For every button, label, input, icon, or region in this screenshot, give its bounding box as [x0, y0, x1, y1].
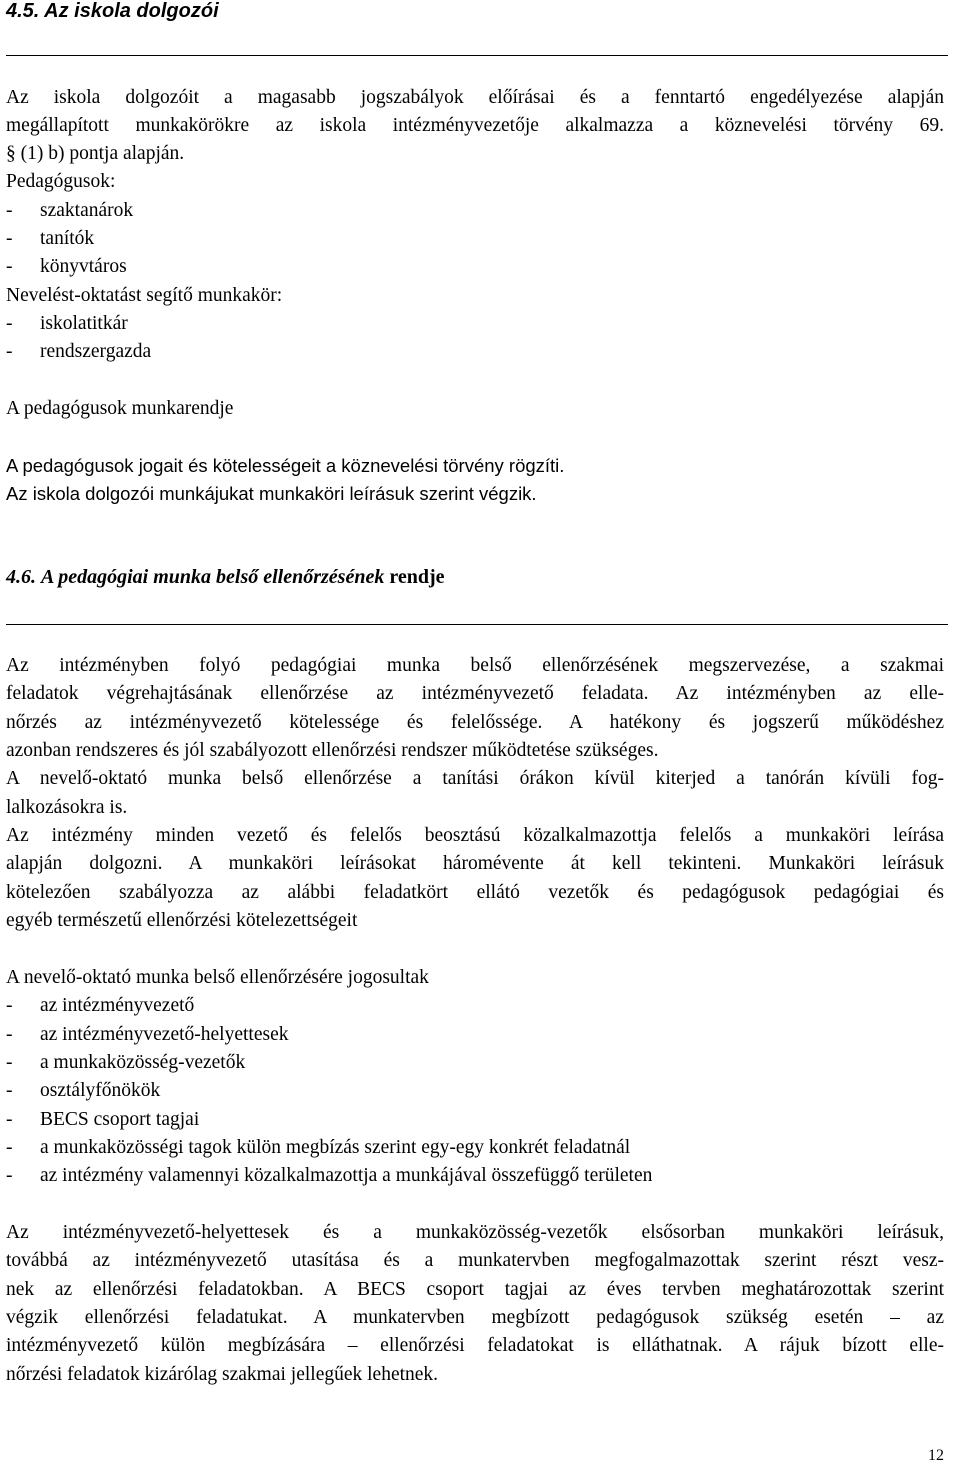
list-item: - könyvtáros: [6, 256, 127, 277]
heading-number: 4.6.: [6, 566, 36, 588]
paragraph-line: nőrzési feladatok kizárólag szakmai jellegűek lehetnek.: [6, 1364, 439, 1385]
paragraph-line: továbbá az intézményvezető utasítása és a munkatervben megfogalmazottak szerint részt vesz-: [6, 1250, 944, 1271]
paragraph-line: Az intézményben folyó pedagógiai munka belső ellenőrzésének megszervezése, a szakmai: [6, 655, 944, 676]
list-item: - tanítók: [6, 228, 95, 249]
paragraph-line: intézményvezető külön megbízására – ellenőrzési feladatokat is elláthatnak. A rájuk bízott elle-: [6, 1335, 944, 1356]
list-item: - a munkaközösségi tagok külön megbízás szerint egy-egy konkrét feladatnál: [6, 1137, 631, 1158]
section-heading-4-5: 4.5. Az iskola dolgozói: [6, 0, 219, 22]
intro-line: § (1) b) pontja alapján.: [6, 143, 185, 164]
paragraph-line: feladatok végrehajtásának ellenőrzése az intézményvezető feladata. Az intézményben az elle-: [6, 683, 944, 704]
list-item: - iskolatitkár: [6, 313, 128, 334]
heading-title-italic: A pedagógiai munka belső ellenőrzésének: [41, 566, 385, 588]
list-item: - rendszergazda: [6, 341, 152, 362]
paragraph-line: nek az ellenőrzési feladatokban. A BECS csoport tagjai az éves tervben meghatározottak szerint: [6, 1279, 944, 1300]
intro-line: Az iskola dolgozóit a magasabb jogszabályok előírásai és a fenntartó engedélyezése alapján: [6, 87, 944, 108]
authorized-label: A nevelő-oktató munka belső ellenőrzésére jogosultak: [6, 967, 429, 988]
paragraph-line: kötelezően szabályozza az alábbi feladatkört ellátó vezetők és pedagógusok pedagógiai és: [6, 882, 944, 903]
work-order-line: Az iskola dolgozói munkájukat munkaköri leírásuk szerint végzik.: [6, 483, 537, 504]
support-label: Nevelést-oktatást segítő munkakör:: [6, 285, 283, 306]
page-number: 12: [928, 1447, 944, 1464]
work-order-title: A pedagógusok munkarendje: [6, 398, 234, 419]
paragraph-line: egyéb természetű ellenőrzési kötelezettségeit: [6, 910, 358, 931]
paragraph-line: végzik ellenőrzési feladatukat. A munkatervben megbízott pedagógusok szükség esetén – az: [6, 1307, 944, 1328]
paragraph-line: azonban rendszeres és jól szabályozott ellenőrzési rendszer működtetése szükséges.: [6, 740, 659, 761]
paragraph-line: lalkozásokra is.: [6, 797, 128, 818]
paragraph-line: Az intézmény minden vezető és felelős beosztású közalkalmazottja felelős a munkaköri leírása: [6, 825, 944, 846]
intro-line: megállapított munkakörökre az iskola intézményvezetője alkalmazza a köznevelési törvény 69.: [6, 115, 944, 136]
paragraph-line: A nevelő-oktató munka belső ellenőrzése a tanítási órákon kívül kiterjed a tanórán kívüli fog-: [6, 768, 944, 789]
section-heading-4-6: [6, 566, 445, 589]
teachers-label: Pedagógusok:: [6, 171, 116, 192]
list-item: - szaktanárok: [6, 200, 134, 221]
heading-title-tail: rendje: [389, 566, 445, 588]
heading-underline: [6, 624, 948, 625]
list-item: - osztályfőnökök: [6, 1080, 161, 1101]
list-item: - BECS csoport tagjai: [6, 1109, 200, 1130]
list-item: - a munkaközösség-vezetők: [6, 1052, 246, 1073]
heading-underline: [6, 55, 948, 56]
list-item: - az intézmény valamennyi közalkalmazottja a munkájával összefüggő területen: [6, 1165, 653, 1186]
paragraph-line: nőrzés az intézményvezető kötelessége és felelőssége. A hatékony és jogszerű működéshez: [6, 712, 944, 733]
list-item: - az intézményvezető: [6, 995, 195, 1016]
work-order-line: A pedagógusok jogait és kötelességeit a köznevelési törvény rögzíti.: [6, 455, 565, 476]
list-item: - az intézményvezető-helyettesek: [6, 1024, 289, 1045]
paragraph-line: alapján dolgozni. A munkaköri leírásokat háromévente át kell tekinteni. Munkaköri leírásuk: [6, 853, 944, 874]
paragraph-line: Az intézményvezető-helyettesek és a munkaközösség-vezetők elsősorban munkaköri leírásuk,: [6, 1222, 944, 1243]
